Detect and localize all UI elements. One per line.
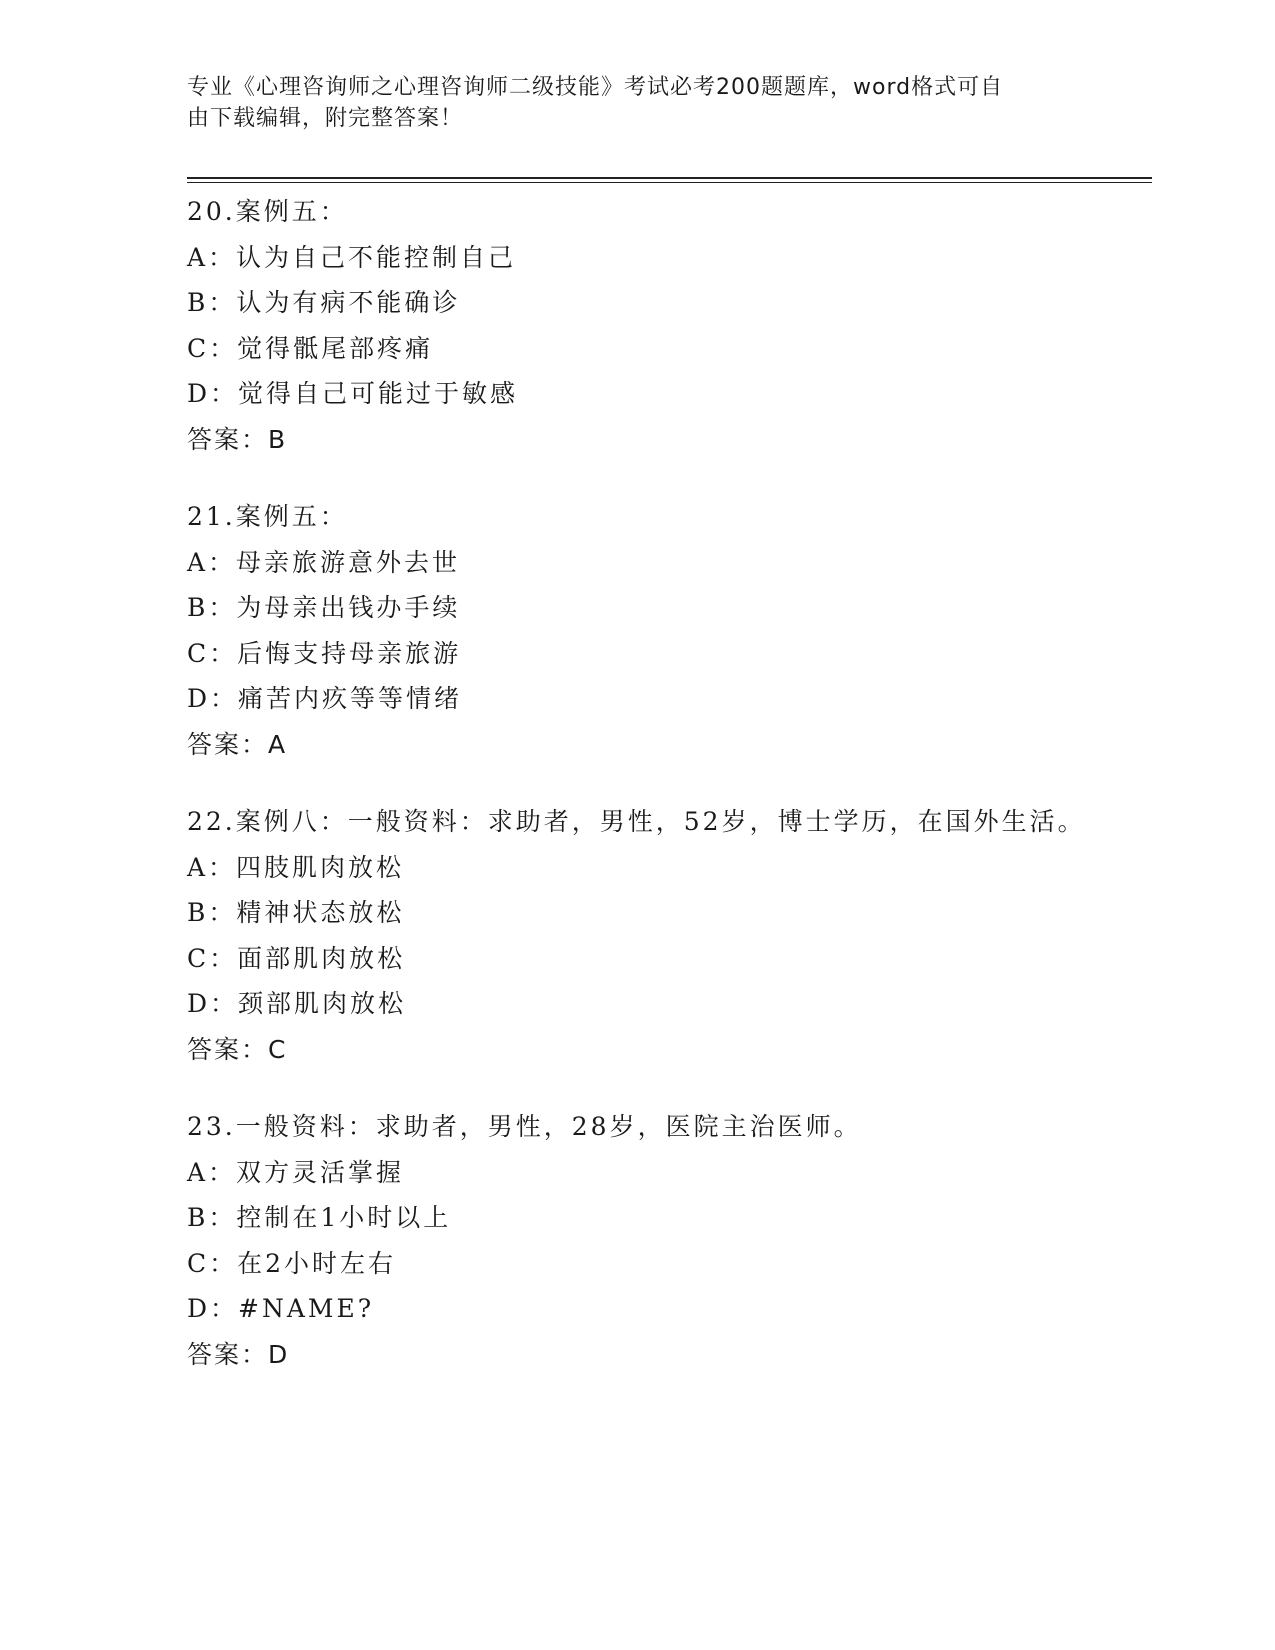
answer-line: 答案：A (187, 729, 288, 759)
option-c: C：在2小时左右 (187, 1248, 397, 1278)
option-a: A：四肢肌肉放松 (187, 852, 405, 882)
question-23 (187, 1104, 1087, 1377)
question-title: 22.案例八：一般资料：求助者，男性，52岁，博士学历，在国外生活。 (187, 807, 1086, 836)
option-c: C：后悔支持母亲旅游 (187, 638, 462, 668)
option-b: B：为母亲出钱办手续 (187, 593, 461, 622)
question-title: 21.案例五： (187, 502, 348, 531)
option-b: B：精神状态放松 (187, 898, 405, 927)
option-c: C：面部肌肉放松 (187, 943, 406, 973)
option-d: D：觉得自己可能过于敏感 (187, 379, 519, 408)
option-a: A：双方灵活掌握 (187, 1157, 405, 1187)
option-c: C：觉得骶尾部疼痛 (187, 333, 434, 363)
option-b: B：认为有病不能确诊 (187, 288, 461, 317)
answer-line: 答案：B (187, 424, 288, 454)
question-title: 23.一般资料：求助者，男性，28岁，医院主治医师。 (187, 1112, 862, 1141)
answer-line: 答案：D (187, 1339, 290, 1369)
option-b: B：控制在1小时以上 (187, 1203, 452, 1232)
option-a: A：母亲旅游意外去世 (187, 547, 461, 577)
question-21 (187, 494, 1087, 767)
question-20 (187, 189, 1087, 462)
option-d: D：痛苦内疚等等情绪 (187, 684, 463, 713)
header-line-2: 由下载编辑，附完整答案！ (187, 106, 464, 131)
question-22 (187, 799, 1087, 1072)
option-d: D：颈部肌肉放松 (187, 989, 407, 1018)
header-line-1: 专业《心理咨询师之心理咨询师二级技能》考试必考200题题库，word格式可自 (187, 75, 1004, 100)
option-d: D：#NAME? (187, 1294, 375, 1323)
answer-line: 答案：C (187, 1034, 288, 1064)
option-a: A：认为自己不能控制自己 (187, 242, 517, 272)
header-divider-thick (187, 177, 1152, 179)
document-header (187, 72, 1067, 134)
question-list (187, 189, 1087, 1409)
question-title: 20.案例五： (187, 197, 348, 226)
header-divider-thin (187, 182, 1152, 183)
